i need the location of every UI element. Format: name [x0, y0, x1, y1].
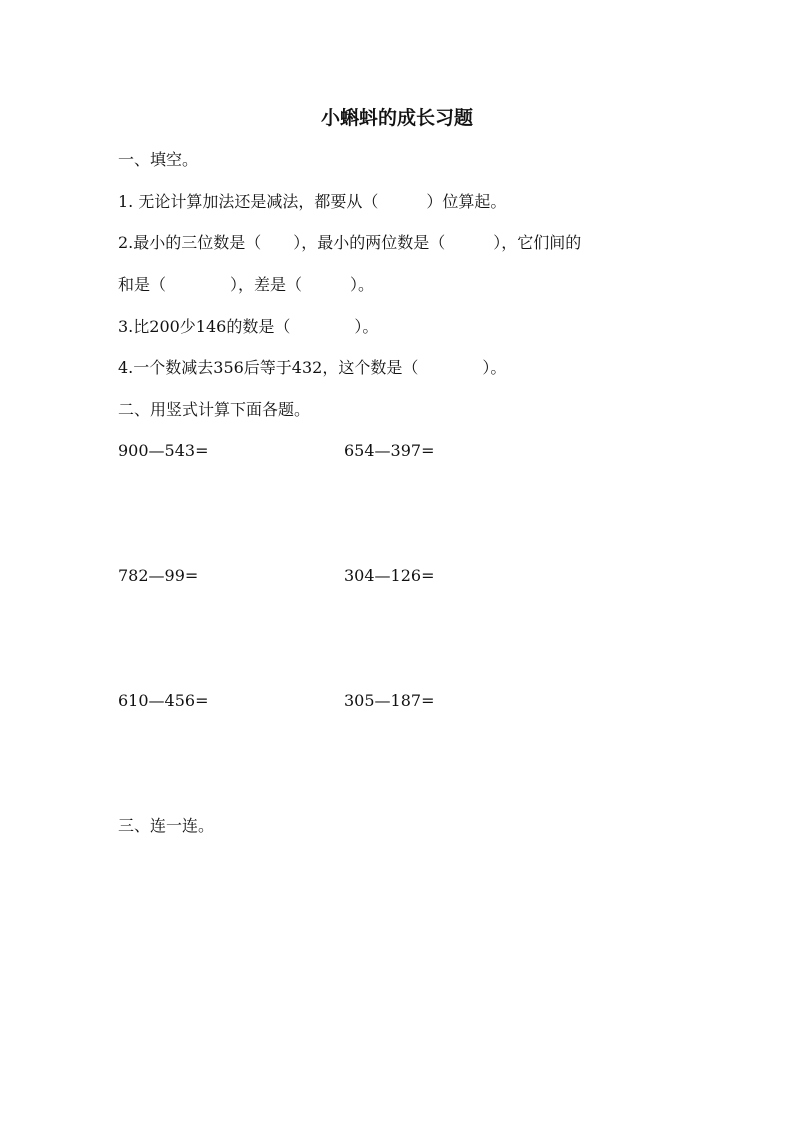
calculation-problem: 900—543= [118, 441, 209, 460]
fill-blank-question-4: 4.一个数减去356后等于432，这个数是（ ）。 [118, 358, 507, 377]
calculation-problem: 610—456= [118, 691, 209, 710]
section-3-heading: 三、连一连。 [118, 816, 215, 835]
fill-blank-question-2-line-2: 和是（ ），差是（ ）。 [118, 275, 375, 294]
page-title: 小蝌蚪的成长习题 [320, 107, 473, 129]
fill-blank-question-3: 3.比200少146的数是（ ）。 [118, 317, 379, 336]
section-1-heading: 一、填空。 [118, 150, 199, 169]
section-2-heading: 二、用竖式计算下面各题。 [118, 400, 311, 419]
calculation-problem: 305—187= [344, 691, 435, 710]
calculation-problem: 654—397= [344, 441, 435, 460]
fill-blank-question-1: 1. 无论计算加法还是减法，都要从（ ）位算起。 [118, 192, 507, 211]
calculation-problem: 304—126= [344, 566, 435, 585]
calculation-problem: 782—99= [118, 566, 199, 585]
fill-blank-question-2-line-1: 2.最小的三位数是（ ），最小的两位数是（ ），它们间的 [118, 233, 582, 252]
